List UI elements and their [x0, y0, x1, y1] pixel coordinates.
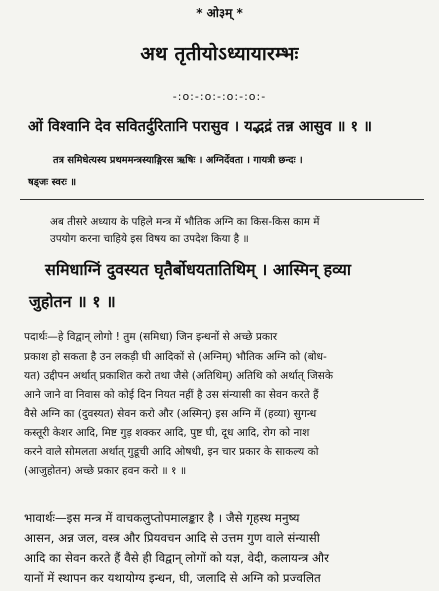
padartha-line: पदार्थः—हे विद्वान् लोगो ! तुम (समिधा) जिन इन्धनों से अच्छे प्रकार	[24, 331, 278, 343]
intro-line: उपयोग करना चाहिये इस विषय का उपदेश किया है ॥	[50, 233, 249, 245]
svara-line: षड्जः स्वरः ॥	[28, 177, 77, 188]
padartha-line: प्रकाश हो सकता है उन लकड़ी घी आदिकों से (अग्निम्) भौतिक अग्नि को (बोध-	[24, 351, 327, 363]
padartha-line: वैसे अग्नि का (दुवस्यत) सेवन करो और (अस्मिन्) इस अग्नि में (हव्या) सुगन्ध	[24, 408, 317, 420]
rishi-devata-chhanda-line: तत्र समिधेत्यस्य प्रथममन्त्रस्याङ्गिरस ऋषिः । अग्निर्देवता । गायत्री छन्दः ।	[53, 155, 303, 166]
padartha-line: (आजुहोतन) अच्छे प्रकार हवन करो ॥ १ ॥	[24, 465, 187, 477]
mantra-two-line: जुहोतन ॥ १ ॥	[29, 292, 116, 311]
padartha-line: यत) उद्दीपन अर्थात् प्रकाशित करो तथा जैसे (अतिथिम्) अतिथि को अर्थात् जिसके	[24, 370, 334, 382]
ornament-divider: -:o:-:o:-:o:-:o:-	[172, 90, 267, 103]
chapter-title: अथ तृतीयोऽध्यायारम्भः	[140, 43, 299, 65]
om-heading: * ओ३म् *	[196, 6, 243, 20]
intro-line: अब तीसरे अध्याय के पहिले मन्त्र में भौतिक अग्नि का किस-किस काम में	[50, 216, 320, 228]
padartha-line: कस्तूरी केशर आदि, मिष्ट गुड़ शक्कर आदि, पुष्ट घी, दूध आदि, रोग को नाश	[24, 427, 310, 439]
bhavartha-line: यानों में स्थापन कर यथायोग्य इन्धन, घी, जलादि से अग्नि को प्रज्वलित	[24, 571, 321, 585]
mantra-two-line: समिधाग्निं दुवस्यत घृतैर्बोधयतातिथिम् । आस्मिन् हव्या	[45, 260, 351, 279]
bhavartha-line: भावार्थः—इस मन्त्र में वाचकलुप्तोपमालङ्कार है । जैसे गृहस्थ मनुष्य	[24, 511, 300, 525]
padartha-line: आने जाने वा निवास को कोई दिन नियत नहीं है उस संन्यासी का सेवन करते हैं	[24, 389, 319, 401]
bhavartha-line: आसन, अन्न जल, वस्त्र और प्रियवचन आदि से उत्तम गुण वाले संन्यासी	[24, 531, 320, 545]
horizontal-rule	[20, 199, 424, 200]
padartha-line: करने वाले सोमलता अर्थात् गुडूची आदि ओषधी, इन चार प्रकार के साकल्य को	[24, 446, 319, 458]
bhavartha-line: आदि का सेवन करते हैं वैसे ही विद्वान् लोगों को यज्ञ, वेदी, कलायन्त्र और	[24, 551, 329, 565]
mantra-one: ओं विश्वानि देव सवितर्दुरितानि परासुव । यद्भद्रं तन्न आसुव ॥ १ ॥	[28, 118, 372, 135]
